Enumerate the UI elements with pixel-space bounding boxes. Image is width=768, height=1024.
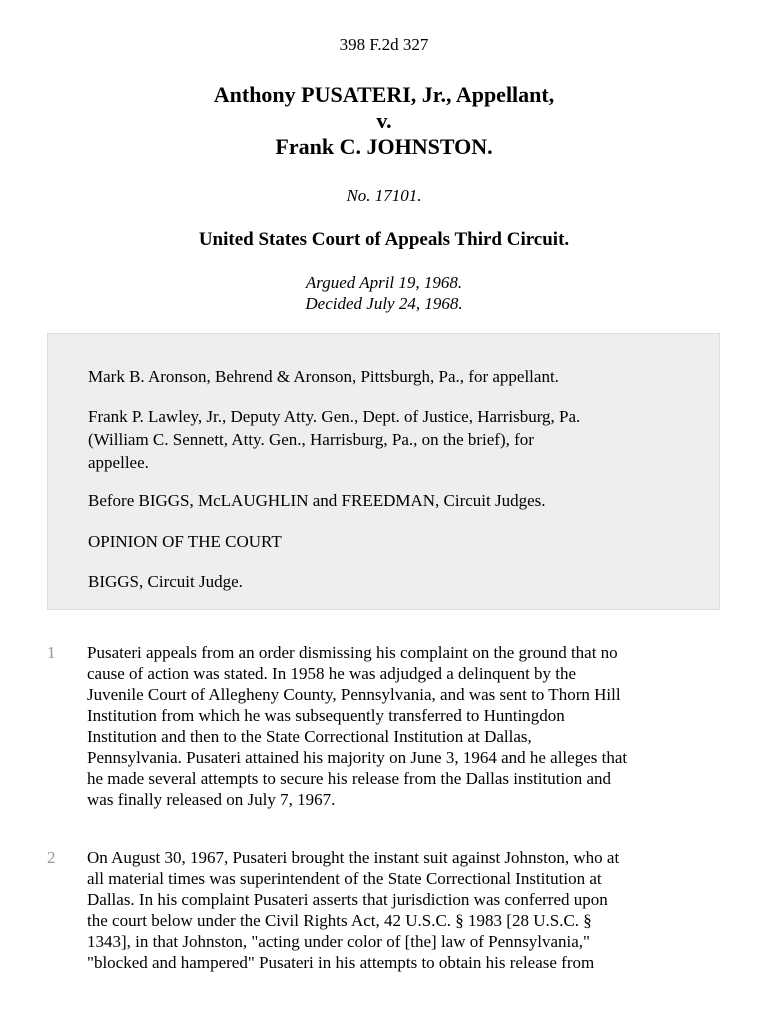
text-line: 1343], in that Johnston, "acting under color of [the] law of Pennsylvania," xyxy=(87,932,590,951)
paragraph-number: 1 xyxy=(47,643,56,662)
appellant-name: Anthony PUSATERI, Jr., Appellant, xyxy=(213,82,555,107)
decided-date: Decided July 24, 1968. xyxy=(305,294,463,313)
versus-label: v. xyxy=(376,108,392,133)
argued-date: Argued April 19, 1968. xyxy=(305,273,463,292)
case-dates xyxy=(0,272,768,314)
text-line: Dallas. In his complaint Pusateri asserts that jurisdiction was conferred upon xyxy=(87,890,608,909)
paragraph-text xyxy=(87,847,727,973)
case-caption xyxy=(0,82,768,160)
court-name: United States Court of Appeals Third Circuit. xyxy=(198,229,570,250)
text-line: cause of action was stated. In 1958 he was adjudged a delinquent by the xyxy=(87,664,577,683)
paragraph-number: 2 xyxy=(47,848,56,867)
text-line: the court below under the Civil Rights Act, 42 U.S.C. § 1983 [28 U.S.C. § xyxy=(87,911,592,930)
opinion-author: BIGGS, Circuit Judge. xyxy=(88,572,243,591)
text-line: Pusateri appeals from an order dismissing his complaint on the ground that no xyxy=(87,643,618,662)
text-line: On August 30, 1967, Pusateri brought the instant suit against Johnston, who at xyxy=(87,848,620,867)
text-line: Juvenile Court of Allegheny County, Pennsylvania, and was sent to Thorn Hill xyxy=(87,685,621,704)
case-citation: 398 F.2d 327 xyxy=(339,35,429,54)
text-line: Pennsylvania. Pusateri attained his majority on June 3, 1964 and he alleges that xyxy=(87,748,628,767)
text-line: he made several attempts to secure his release from the Dallas institution and xyxy=(87,769,611,788)
appellant-counsel: Mark B. Aronson, Behrend & Aronson, Pittsburgh, Pa., for appellant. xyxy=(88,367,559,386)
counsel-panel xyxy=(47,333,720,610)
appellee-counsel-line: appellee. xyxy=(88,453,149,472)
text-line: Institution from which he was subsequently transferred to Huntingdon xyxy=(87,706,565,725)
appellee-name: Frank C. JOHNSTON. xyxy=(275,134,493,159)
text-line: was finally released on July 7, 1967. xyxy=(87,790,336,809)
appellee-counsel-line: (William C. Sennett, Atty. Gen., Harrisburg, Pa., on the brief), for xyxy=(88,430,534,449)
text-line: all material times was superintendent of the State Correctional Institution at xyxy=(87,869,602,888)
docket-number: No. 17101. xyxy=(346,186,422,205)
opinion-heading: OPINION OF THE COURT xyxy=(88,532,282,551)
text-line: "blocked and hampered" Pusateri in his attempts to obtain his release from xyxy=(87,953,595,972)
appellee-counsel xyxy=(88,405,688,474)
appellee-counsel-line: Frank P. Lawley, Jr., Deputy Atty. Gen., Dept. of Justice, Harrisburg, Pa. xyxy=(88,407,581,426)
text-line: Institution and then to the State Correctional Institution at Dallas, xyxy=(87,727,532,746)
panel-judges: Before BIGGS, McLAUGHLIN and FREEDMAN, Circuit Judges. xyxy=(88,491,546,510)
paragraph-text xyxy=(87,642,727,810)
